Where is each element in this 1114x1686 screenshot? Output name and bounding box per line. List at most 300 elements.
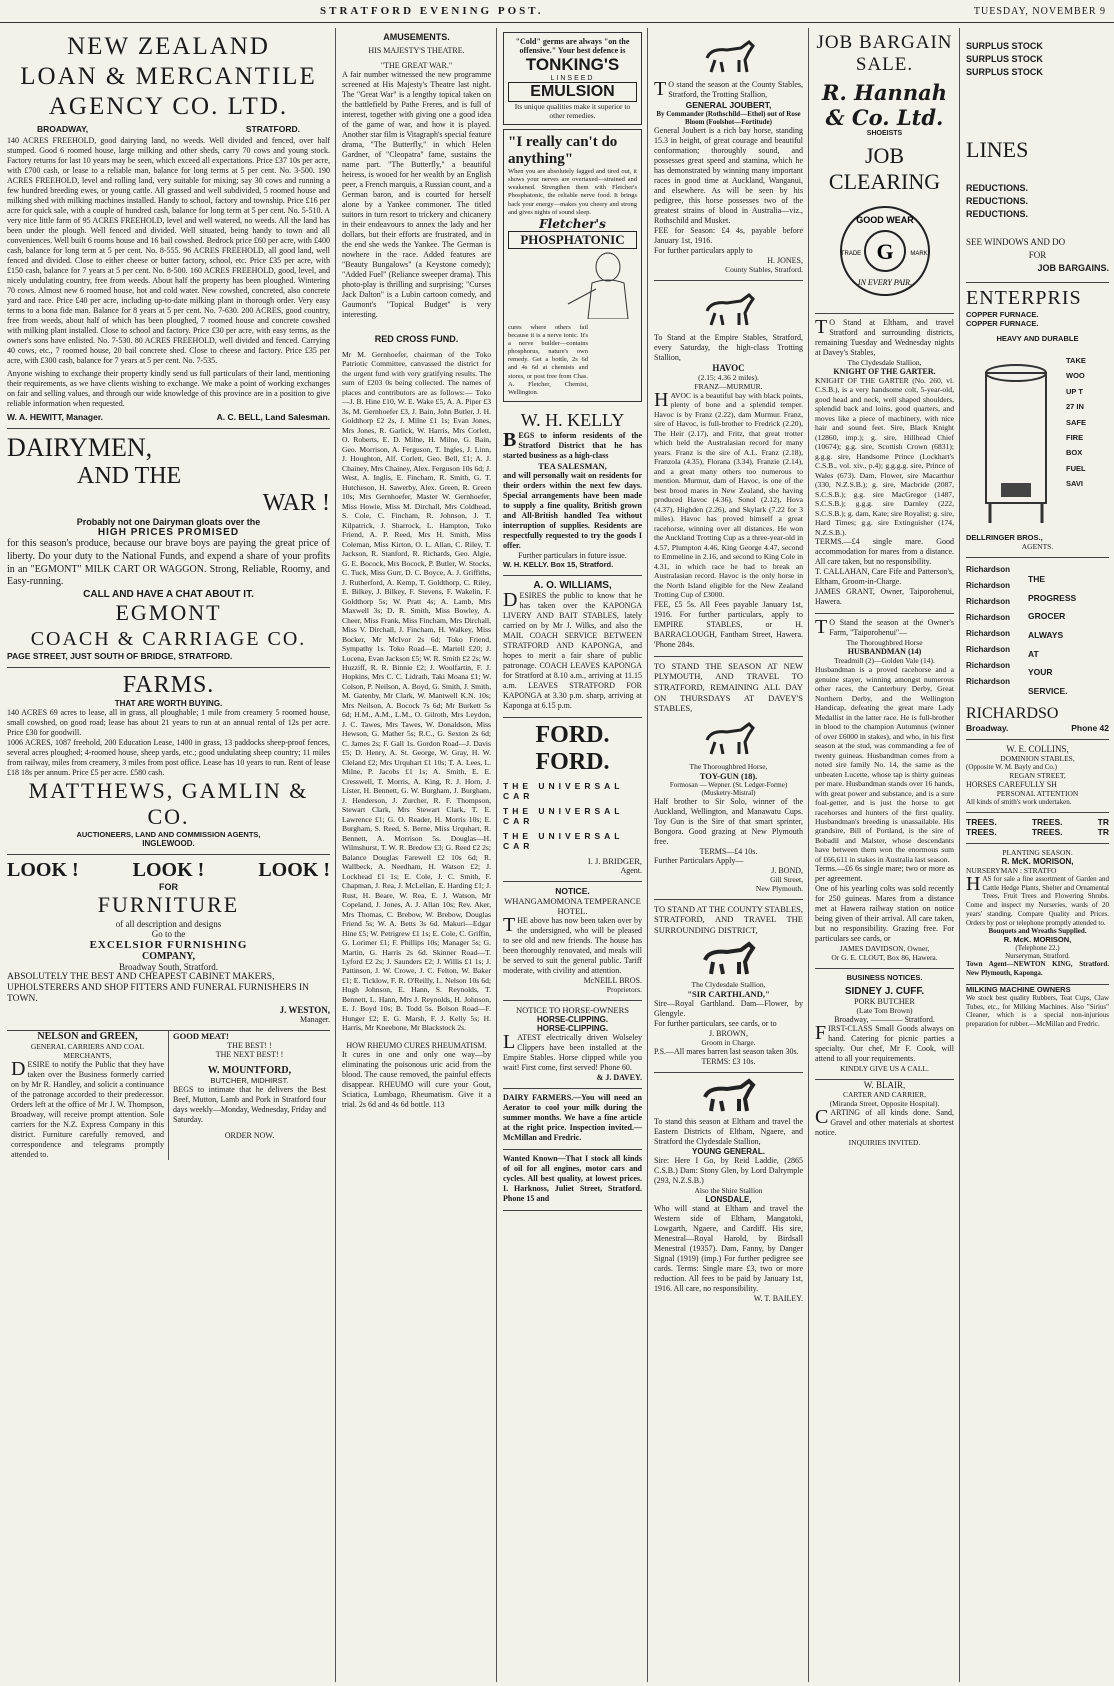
seal-mid: G [876, 239, 894, 264]
aerator-ad [503, 1089, 642, 1150]
williams-body: DESIRES the public to know that he has taken over the KAPONGA LIVERY AND BAIT STABLES, lately carried on by Mr J. Wilks, and also the MAIL COACH SERVICE BETWEEN STRATFORD AND KAPONGA, and hopes to merit a fair share of public patronage. COACH LEAVES KAPONGA for Stratford at 8.10 a.m., arriving at 11.15 a.m. LEAVES STRATFORD FOR KAPONGA at 3.30 p.m. sharp, arriving at Kaponga at 6.15 p.m. [503, 588, 642, 710]
joubert-ad [654, 28, 803, 281]
husbandman-sig: JAMES DAVIDSON, Owner, [839, 944, 930, 954]
meat-next: THE NEXT BEST! ! [215, 1049, 284, 1059]
williams-ad [503, 576, 642, 718]
toygun-signature: J. BOND, [771, 865, 803, 875]
richardson-body [966, 562, 1109, 701]
tonking-name-2: EMULSION [508, 82, 637, 102]
ford-1: FORD. [535, 721, 610, 748]
morison-name: R. McK. MORISON, [1001, 856, 1074, 866]
good-wear-seal [815, 201, 955, 301]
dairymen-title-2: AND THE [77, 463, 182, 489]
redcross-body: Mr M. Gernhoefer, chairman of the Toko Patriotic Committee, canvassed the district for the urgent fund with very gratifying results. The sum of £203 0s being collected. The names of places and contributors are as follows:— Toko—J. B. Hine £10, W. E. Wake £5, A. A. Piper £3 3s, M. Gernhoefer £3, J. Bain, John Butler, J. H. Goldthorp £2 2s, J. Milne £1 1s; Evan Jones, Mrs Jones, R. Garlick, W. Harris, Mrs Corlett, O. Roberts, E. D. Milne, H. Milne, G. Bain, Geo. Morrison, A. Ferguson, T. Ingles, J. Linn, J. Houghton, Alf. Corlett, Geo. Bell, £1; A. J. Chainey, Mrs Chainey, Alex. Ferguson 10s 6d; J. West, A. Inglis, E. Fincham, R. Smith, G. T. Hutcheson, H. Sawerby, Alex. Green, R. Green 10s; Mrs Gernhoefer, Master W. Gernhoefer, Miss Howie, Miss M. Dirchall, Mrs Coldhead, S. Cole, C. Fincham, R. Johnson, J. T. Kilpatrick, J. Sharrock, L. Hampton, Toko Friend, A. P. Reed, Mrs H. Smith, Miss Coleman, Miss Kirton, O. L. Allan, C. Riley, T. Jackson, R. Stanford, R. Richards, Geo. Algie, G. E. Bocock, Mrs Bocock, P. Butler, W. Stocks, C. Tuck, Miss Gurr, D. C. Boyce, A. J. Griffiths, J. Rutherford, A. Kemp, T. Goldthorp, C. Riley, E. Bilkey, J. Bilkey, F. Stevens, F. Wakelin, F. Goldthorp 5s; W. Pratt 4s; A. Lamb, Mrs Maxwell 3s; D. R. Smith, Miss Bowley, A. Cheer, Miss Frank, Miss Fincham, Mrs Dirchall, Miss V. Dirchall, J. Fincham, H. Walkey, Miss Bocker, Mr McIvor 2s 6d; Toko Friend, Sympathy 1s. Toko Road—E. Martell £20; J. Lucena, Evan Jackson £5; W. R. Smith £2 2s; W. Huzziff, R. R. Binnie £2; J. Woolfartin, F. J. Hopkins, Mrs C. C. Lidrath, Taki Moana £1; W. Colson, P. Neilson, A. Boyd, G. Smith, J. Smith, M. Gatenby, Mr Clark, W. Mantwell K.N. 10s; Mrs Neilson, A. Bocock 7s 6d; Mr Burkett 5s 6d; H.M., A.M., L.M., O. Gilroth, Mrs Leydon, J. C. Tawes, Mrs Tawes, W. Donaldson, Miss Hewson, G. Mather 5s; R.C., G. Sexton 2s 6d; C. James 2s; F. Gall 1s. Gordon Road—J. Davis £5; D. Henry, A. St. George, W. Gray, H. W. Cleland £2; Mrs Urquhart £1 10s; T. A. Lees, L. Milne, P. Jacobs £1 1s; A. Smith, E. E. Cresswell, T. Morris, A. King, R. J. Horn, J. Lister, H. Bennett, G. W. Burgham, J. Burgham, J. Henderson, J. Zurcher, R. F. Thompson, Stewart Clark, Mrs Stewart Clark, T. E. Lawrence £1; G. O. Reader, H. Morris 10s; E. Burgham, S. Reed, S. Berne, Miss Urquhart, R. Bennett, A. Morrison 5s. Douglas—H. Wilmshurst, T. W. R. Bredow £3; G. Reed £2 2s; Balance Douglas Farewell £2 10s 6d; R. Wallbeck, A. Needham, H. Watson £2; J. Lockhead £1 1s; E. Cole, J. C. Smith, F. Chapman, J. Rea, J. McLellan, E. Harding £1; J. Rust, H. Beare, W. Rea, E. J. Watson, Mr Copeland, J. Jones, A. J. Allan 10s; Rev. Aker, Mrs Thomas, C. Brebow, W. Brebow, Douglas Friend 5s; W. A. Betts 3s 6d. Makuri—Edgar Hine £5; W. Petrigrew £1 1s; E. Cole, C. Griffin, G. Lorimer £1; F. Phillips 10s; Manager 5s; G. Martin, G. Harris 2s 6d. Skinner Road—T. Lyford £2 2s; J. Saunders £2; J. Willis £1 1s; J. Pattinson, J. W. Crowe, J. C. Felton, W. Baker £1; E. Ticklow, F. R. O'Reilly, L. Nelson 10s 6d; Hugh Johnson, E. Hann, S. Reynolds, T. Bennett, L. Hann, Mrs J. Reynolds, H. Johnson, E. J. Boyd 10s; B. Todd 5s. Bolson Road—F. Hunger £2; E. G. Marsh, F. J. Kelly 5s; H. Harris, Mr Kneebone, Mr Blackstock 2s. [342, 350, 491, 1033]
havoc-pedigree: FRANZ—MURMUR. [694, 382, 763, 391]
enterprise-w3: UP T [1066, 386, 1083, 396]
aerator-body: DAIRY FARMERS.—You will need an Aerator to cool your milk during the summer months. We have a fine article at the right price. Inspection invited.—McMillan and Fredric. [503, 1092, 642, 1142]
blair-body: CARTING of all kinds done. Sand, Gravel and other materials at shortest notice. [815, 1106, 954, 1138]
garter-sub: The Clydesdale Stallion, [847, 358, 922, 367]
general-also: Also the Shire Stallion [694, 1185, 763, 1195]
column-3 [498, 28, 648, 1682]
garter-terms: TERMS.—£4 single mare. Good accommodation for mares from a distance. All care taken, but no responsibility. [815, 537, 954, 567]
husbandman-sig-2: Or G. E. CLOUT, Box 86, Hawera. [831, 953, 938, 963]
richardson-word: PROGRESS [1028, 592, 1077, 603]
seal-bottom: IN EVERY PAIR. [857, 278, 913, 287]
notice-signature: McNEILL BROS. [583, 975, 642, 985]
garter-name: KNIGHT OF THE GARTER. [833, 367, 936, 376]
richardson-name: Richardson [966, 565, 1011, 574]
dairymen-call: CALL AND HAVE A CHAT ABOUT IT. [83, 589, 254, 601]
nelson-ad [7, 1031, 169, 1160]
ford-2: FORD. [535, 748, 610, 775]
furniture-manager-role: Manager. [300, 1014, 330, 1024]
williams-name: A. O. WILLIAMS, [533, 579, 612, 591]
furniture-claim: ABSOLUTELY THE BEST AND CHEAPEST CABINET MAKERS, UPHOLSTERERS AND SHOP FITTERS AND FUNERAL FURNISHERS IN TOWN. [7, 971, 310, 1004]
richardson-name: Richardson [966, 661, 1011, 670]
trees-6: TR [1097, 826, 1109, 837]
nz-signatures [7, 412, 330, 422]
theatre-review: A fair number witnessed the new programme screened at His Majesty's Theatre last night. The "Great War" is a lengthy topical taken on the battlefield by Pathe Freres, and is full of interest, together with giving one a good idea of the game of war, and how it is played. Another star film is Vitagraph's special feature drama, "The Butterfly," in which Helen Gardner, of "Cleopatra" fame, sustains the name part. "The Butterfly," a beautiful heiress, is wooed for her wealth by an English peer, a French marquis, a Russian count, and a German baron, and is courted for herself alone by a Yankee commoner. The titled suitors in turn resort to trickery and chicanery in their endeavours to annex the lady and her dollars, but their efforts are frustrated, and in the end she weds the Yankee. The German is nowhere in the race. Added features are "Beauty Bungalows" (a Keystone comedy); "Added Fuel" (Reliance sweeper drama). This photo-play is thrilling and surprising; "Curses Jack Dalton" is a Lubin cartoon comedy, and Gaumont's "Topical Budget" is very interesting. [342, 70, 491, 319]
meat-trade: BUTCHER, MIDHIRST. [210, 1075, 289, 1085]
carthland-head: TO STAND AT THE COUNTY STABLES, STRATFORD, AND TRAVEL THE SURROUNDING DISTRICT, [654, 903, 803, 936]
tonking-bottom: Its unique qualities make it superior to other remedies. [514, 102, 631, 120]
job-title-1: JOB BARGAIN [816, 32, 953, 53]
meat-order: ORDER NOW. [224, 1130, 275, 1140]
trees-4: TREES. [1031, 826, 1063, 837]
garter-sig-1: T. CALLAHAN, Care Fife and Patterson's, Eltham, Groom-in-Charge. [815, 567, 954, 587]
collins-attention: PERSONAL ATTENTION [996, 788, 1079, 798]
garter-body: KNIGHT OF THE GARTER (No. 260, vl. C.S.B.), is a very handsome colt, 5-year-old, good head and neck, well shaped shoulders, splendid back and loins, good quarters, and moves like a piece of machinery, with nice hair and sound feet. Sire, Black Knight (12860, imp.); g. sire, Hillhead Chief (10674); g.g. sire, Scottish Crown (6831); g.g.g. sire, Handsome Prince (Lockhart's C.S.B., vol. xiv., p.4); g.g.g.g. sire, Prince of Wales (673). Dam, Flower, sire Macarthur (330, N.Z.S.B.); g. sire, Macbride (2087, S.C.S.B.); g.g. sire MacGregor (1487, S.C.S.B.); g.g.g. sire Darnley (222, S.C.S.B.); g. dam, Kate; sire Royalist; g. sire, Hard Times; g.g. sire Extinguisher (174, N.Z.S.B.). [815, 376, 954, 537]
carthland-role: Groom in Charge. [701, 1037, 756, 1047]
enterprise-w5: SAFE [1066, 417, 1087, 427]
clip-sub-1: HORSE-CLIPPING. [536, 1014, 609, 1024]
tonking-sub: LINSEED [550, 75, 595, 82]
column-6 [961, 28, 1114, 1682]
furniture-address: Broadway South, Stratford. [119, 961, 218, 972]
column-5 [810, 28, 960, 1682]
husbandman-intro: TO Stand the season at the Owner's Farm, "Taiporohenui"— [815, 616, 954, 639]
lines-title: LINES [966, 137, 1029, 162]
furniture-shop: EXCELSIOR FURNISHING [89, 938, 248, 951]
draught-horse-icon [699, 1077, 759, 1113]
whangamomona-ad [503, 882, 642, 1001]
furniture-ad [7, 855, 330, 1030]
meat-best: THE BEST! ! [227, 1040, 272, 1050]
surplus-1: SURPLUS STOCK [966, 41, 1043, 51]
havoc-stats: (2.15; 4.36 2 miles). [698, 373, 759, 382]
carthland-terms: TERMS: £3 10s. [701, 1056, 756, 1066]
joubert-further: For further particulars apply to [654, 246, 753, 255]
collins-ad [966, 740, 1109, 813]
matthews-place: INGLEWOOD. [142, 839, 195, 849]
joubert-signature: H. JONES, [767, 256, 803, 265]
richardson-name: Richardson [966, 597, 1011, 606]
enterprise-body [966, 343, 1109, 533]
milking-title: MILKING MACHINE OWNERS [966, 984, 1071, 994]
general-head: To stand this season at Eltham and travel the Eastern Districts of Eltham, Ngaere, and Stratford the Clydesdale Stallion, [654, 1116, 803, 1146]
husbandman-sub: The Thoroughbred Horse [846, 638, 923, 648]
enterprise-w7: BOX [1066, 448, 1083, 458]
farms-ad [7, 668, 330, 856]
column-2 [337, 28, 497, 1682]
morison-body: HAS for sale a fine assortment of Garden and Cattle Hedge Plants, Shelter and Ornamental Trees, Fruit Trees and Flowering Shrubs. Come and inspect my Nurseries, wards of 20 years' standing. Compare Quality and Prices. Orders by post or telephone promptly attended to. [966, 872, 1109, 927]
carthland-sub: The Clydesdale Stallion, [691, 979, 766, 989]
wanted-ad [503, 1150, 642, 1211]
garter-sig-2: JAMES GRANT, Owner, Taiporohenui, Hawera. [815, 587, 954, 607]
joubert-fee: FEE for Season: £4 4s, payable before January 1st, 1916. [654, 226, 803, 245]
kelly-body-2: and will personally wait on residents for their orders within the next few days. Special arrangements have been made to supply a fine quality, British grown and All-British handled Tea without interruption of supplies. Residents are respectfully requested to try the goods I offer. [503, 470, 642, 550]
toygun-head: TO STAND THE SEASON AT NEW PLYMOUTH, AND TRAVEL TO STRATFORD, REMAINING ALL DAY ON THURSDAYS AT DAVEY'S STABLES, [654, 660, 803, 714]
trees-5: TR [1097, 816, 1109, 827]
general-name-2: LONSDALE, [705, 1194, 752, 1204]
nz-right: STRATFORD. [245, 124, 300, 134]
farms-body-1: 140 ACRES 69 acres to lease, all in grass, all ploughable; 1 mile from creamery 5 roomed house, small cowshed, on good road; lease has about 21 years to run at an annual rental of 12s per acre. Price £30 for goodwill. [7, 707, 330, 737]
nelson-sub: GENERAL CARRIERS AND COAL MERCHANTS, [30, 1041, 145, 1060]
carthland-note: P.S.—All mares barren last season taken 30s. [654, 1046, 799, 1056]
surplus-2: SURPLUS STOCK [966, 54, 1043, 64]
surplus-stock [966, 28, 1109, 283]
phosphatonic-footer: cures where others fail because it is a nerve tonic. It's a nerve builder—contains phosphorus, nature's own remedy. Get a bottle, 2s 6d and 4s 6d at chemists and stores, or post free from Chas. A. Fletcher, Chemist, Wellington. [508, 323, 588, 396]
morison-place: Nurseryman, Stratford. [1005, 952, 1070, 961]
richardson-word: AT [1028, 648, 1039, 659]
cuff-call: KINDLY GIVE US A CALL. [840, 1064, 929, 1074]
cuff-ad [815, 969, 954, 1080]
kelly-further: Further particulars in future issue. [518, 550, 627, 560]
dairymen-line-2: HIGH PRICES PROMISED [97, 527, 240, 538]
clearing-word: CLEARING [828, 169, 941, 194]
furniture-title: FURNITURE [97, 892, 240, 918]
enterprise-words [1066, 343, 1086, 533]
phosphatonic-brand: Fletcher's [539, 216, 606, 231]
horse-icon [699, 718, 759, 758]
enterprise-title: ENTERPRIS [966, 287, 1082, 309]
phosphatonic-name: PHOSPHATONIC [508, 231, 637, 249]
toygun-pedigree: Formosan — Wepner. (St. Ledger-Forme) (Musketry-Mistral) [669, 780, 788, 797]
nz-title-2: LOAN & MERCANTILE [20, 63, 317, 90]
trees-row-1 [966, 817, 1109, 827]
richardson-phone: Phone 42 [1071, 722, 1109, 733]
carthland-pedigree: Sire—Royal Garthland. Dam—Flower, by Glengyle. [654, 998, 803, 1018]
ford-agent: I. J. BRIDGER, [587, 855, 642, 866]
carthland-ad [654, 900, 803, 1073]
morison-ad [966, 844, 1109, 985]
blair-address: (Miranda Street, Opposite Hospital). [829, 1099, 940, 1109]
look-1: LOOK ! [7, 859, 79, 882]
rheumo-title: HOW RHEUMO CURES RHEUMATISM. [346, 1040, 487, 1050]
collins-note: (Opposite W. M. Bayly and Co.) [966, 762, 1057, 771]
seal-top: GOOD WEAR [856, 215, 914, 225]
farms-title: FARMS. [122, 671, 215, 698]
dairymen-body: for this season's produce, because our brave boys are paying the great price of liberty. Do your duty to the National Funds, and expend a share of your profits in an "EGMONT" MILK CART OR WAGGON. Strong, Reliable, Roomy, and Easy-running. [7, 538, 330, 588]
havoc-ad [654, 281, 803, 657]
dairymen-line-1: Probably not one Dairyman gloats over the [76, 517, 261, 527]
furniture-manager: J. WESTON, [279, 1004, 330, 1015]
clip-sub-2: HORSE-CLIPPING. [536, 1023, 609, 1033]
havoc-intro: To Stand at the Empire Stables, Stratford, every Saturday, the high-class Trotting Stallion, [654, 333, 803, 362]
ford-role: Agent. [620, 865, 642, 875]
reductions-1: REDUCTIONS. [966, 183, 1029, 193]
job-sale-ad [815, 28, 954, 314]
universal-1: THE UNIVERSAL CAR [503, 780, 624, 801]
collins-street: REGAN STREET, [1009, 770, 1066, 780]
collins-horses: HORSES CAREFULLY SH [966, 779, 1057, 789]
joubert-name: GENERAL JOUBERT, [685, 100, 772, 110]
ford-ad [503, 718, 642, 882]
carthland-signature: J. BROWN, [709, 1028, 748, 1038]
redcross-heading: RED CROSS FUND. [374, 334, 459, 344]
richardson-word: SERVICE. [1028, 686, 1068, 697]
dellringer-name: DELLRINGER BROS., [966, 533, 1043, 542]
blair-ad [815, 1080, 954, 1147]
toygun-name: TOY-GUN (18). [699, 770, 758, 781]
richardson-names [966, 562, 1028, 701]
kelly-name: W. H. KELLY [520, 409, 625, 430]
trees-row-2 [966, 827, 1109, 837]
clip-title: NOTICE TO HORSE-OWNERS [515, 1004, 630, 1015]
richardson-word: ALWAYS [1028, 630, 1064, 641]
nelson-body: DESIRE to notify the Public that they have taken over the Business formerly carried on by Mr R. Handley, and solicit a continuance of the patronage accorded to their predecessor. Orders left at the office of Mr J. W. Thompson, Broadway, will receive prompt attention. Sole carriers for the N.Z. Express Company in this district. Furniture carefully removed, and correspondence and telegrams promptly attended to. [11, 1057, 164, 1159]
general-body: Who will stand at Eltham and travel the Western side of Eltham, Mangatoki, Lowgarth, Ngaere, and Cardiff. His sire, Menestral—Royal Harold, by Birdsall Menestral (19357). Dam, Fanny, by Danger Signal (1919) (imp.) For further pedigree see cards. Terms: Single mare £3, two or more reduction. All fees to be paid by January 1st, 1916. All care, no responsibility. [654, 1203, 803, 1293]
nz-title-1: NEW ZEALAND [67, 33, 270, 60]
husbandman-pedigree: Treadmill (2)—Golden Vale (14). [834, 656, 935, 666]
phosphatonic-ad [503, 129, 642, 402]
notice-title: NOTICE. [555, 885, 590, 896]
seal-left: TRADE [840, 251, 862, 257]
look-3: LOOK ! [258, 859, 330, 882]
blair-name: W. BLAIR, [863, 1080, 906, 1091]
collins-stables: DOMINION STABLES, [1000, 753, 1075, 763]
morison-tel: (Telephone 22.) [1015, 944, 1060, 953]
draught-horse-icon [699, 940, 759, 976]
reductions-2: REDUCTIONS. [966, 196, 1029, 206]
look-2: LOOK ! [132, 859, 205, 882]
general-signature: W. T. BAILEY. [753, 1293, 803, 1303]
enterprise-w8: FUEL [1066, 463, 1086, 473]
egmont-name-1: EGMONT [115, 600, 222, 626]
clip-signature: & J. DAVEY. [596, 1072, 642, 1082]
blair-trade: CARTER AND CARRIER, [842, 1090, 927, 1100]
joubert-place: County Stables, Stratford. [725, 265, 803, 274]
morison-role: NURSERYMAN : STRATFO [966, 865, 1057, 875]
richardson-word: GROCER [1028, 611, 1066, 622]
dairymen-title-1: DAIRYMEN, [7, 433, 153, 462]
copper-furnace-illustration [966, 343, 1066, 533]
surplus-3: SURPLUS STOCK [966, 67, 1043, 77]
egmont-address: PAGE STREET, JUST SOUTH OF BRIDGE, STRATFORD. [7, 650, 233, 661]
phosphatonic-head: "I really can't do anything" [508, 134, 618, 167]
toygun-terms: TERMS—£4 10s. [699, 846, 758, 856]
collins-name: W. E. COLLINS, [1006, 743, 1069, 754]
richardson-words [1028, 562, 1076, 701]
havoc-fee: FEE, £5 5s. All Fees payable January 1st, 1916. For further particulars, apply to EMPIRE STABLES, or H. BARRACLOUGH, Fantham Street, Hawera. 'Phone 284s. [654, 599, 803, 649]
amusements-heading: AMUSEMENTS. [383, 32, 450, 42]
nz-loan-ad [7, 28, 330, 429]
general-name: YOUNG GENERAL. [692, 1146, 765, 1156]
enterprise-ad [966, 283, 1109, 558]
cuff-address: Broadway, ———— Stratford. [834, 1015, 935, 1025]
toygun-body: Half brother to Sir Solo, winner of the Auckland, Wellington, and Manawatu Cups. Toy Gun is the Sire of that smart sprinter, Bongora. Good grazing at New Plymouth free. [654, 796, 803, 846]
enterprise-sub-1: COPPER FURNACE. [966, 310, 1039, 319]
cuff-name: SIDNEY J. CUFF. [844, 986, 925, 998]
richardson-name: Richardson [966, 629, 1011, 638]
garter-ad [815, 314, 954, 614]
joubert-body: General Joubert is a rich bay horse, standing 15.3 in height, of great courage and beautiful conformation; thoroughly sound, and possesses great speed and stamina, which he has demonstrated by winning many important races in good time at Auckland, Wanganui, and elsewhere. As will be seen by his pedigree, this horse possesses two of the greatest strains of blood in Australia—viz., Rothschild and Musket. [654, 126, 803, 225]
husbandman-terms: Terms.—£6 6s single mare; two or more as per agreement. [815, 864, 954, 884]
job-title-2: SALE. [855, 54, 914, 75]
trees-2: TREES. [1031, 816, 1063, 827]
richardson-name: Richardson [966, 677, 1011, 686]
meat-name: W. MOUNTFORD, [207, 1064, 292, 1076]
carthland-further: For further particulars, see cards, or to [654, 1018, 777, 1028]
cuff-trade: PORK BUTCHER [854, 997, 915, 1007]
toygun-further: Further Particulars Apply— [654, 855, 744, 865]
kelly-body: BEGS to inform residents of the Stratford District that he has started business as a high-class [503, 428, 642, 460]
seal-right: MARK [910, 251, 928, 257]
notice-role: Proprietors. [606, 984, 642, 994]
phosphatonic-body: When you are absolutely fagged and tired out, it shows your nerves are overtaxed—strained and weakened. Strengthen them with Fletcher's Phosphatonic, the reliable nerve food. It brings back your energy—makes you cheery and strong and gives nights of sound sleep. [508, 168, 637, 216]
richardson-word: THE [1028, 574, 1045, 584]
toygun-ad [654, 657, 803, 900]
richardson-big: RICHARDSO [966, 704, 1059, 722]
havoc-body: HAVOC is a beautiful bay with black points, plenty of bone and a splendid temper. Havoc is by Franz (2.22), dam Murmur. Franz, sire of Havoc, is full-brother to Fredrick (2.20), The Heir (2.17), and Fritz, that great trotter which held the Australasian record for many years. Franz is the sire of A.L. Franz (2.18), Franzola (4.35), Florana (3.34), Franzie (2.14), and a great many others too numerous to mention. Murmur, dam of Havoc, is one of the best brood mares in New Zealand, she having produced Havoc (4.36), Sonol (2.12), Hova (4.37), Highden (2.26), and Skylark (7.22 for 3 miles). Havoc has proved himself a great racehorse, winning over all distances. He won the Auckland Trotting Cup as a three-year-old in 4.57, Plumpton 4.46, King George 4.47, second to Emmeline in 2.16, and second to King Cole in 4.31, in which race he had to break an Australasian record. Havoc is the only horse in the North Island eligible for the New Zealand Trotting Cup of £3000. [654, 389, 803, 600]
husbandman-ad [815, 614, 954, 969]
nelson-title: NELSON and GREEN, [37, 1030, 138, 1042]
richardson-name: Richardson [966, 613, 1011, 622]
kelly-signature: W. H. KELLY. Box 15, Stratford. [503, 559, 614, 569]
hannah-brand: R. Hannah & Co. Ltd. [822, 80, 947, 130]
enterprise-w1: TAKE [1066, 356, 1086, 365]
wanted-body: Wanted Known—That I stock all kinds of oil for all engines, motor cars and cycles. All best quality, at lowest prices. I. Harknoss, Juliet Street, Stratford. Phone 15 and [503, 1153, 642, 1203]
havoc-name: HAVOC [712, 363, 745, 373]
dairymen-title-3: WAR ! [262, 490, 330, 516]
collins-kinds: All kinds of smith's work undertaken. [966, 797, 1072, 806]
enterprise-w4: 27 IN [1066, 402, 1084, 412]
morison-season: PLANTING SEASON. [1002, 847, 1073, 857]
matthews-name: MATTHEWS, GAMLIN & CO. [28, 777, 309, 829]
blair-inquiries: INQUIRIES INVITED. [848, 1138, 921, 1148]
enterprise-w2: WOO [1066, 371, 1085, 381]
meat-head: GOOD MEAT! [173, 1030, 229, 1041]
trotting-horse-icon [699, 36, 759, 76]
kelly-ad [503, 406, 642, 576]
reductions-3: REDUCTIONS. [966, 209, 1029, 219]
tonking-name: TONKING'S [525, 55, 620, 74]
universal-3: THE UNIVERSAL CAR [503, 830, 624, 851]
bottom-split [7, 1031, 330, 1160]
masthead [0, 0, 1114, 23]
joubert-intro: TO stand the season at the County Stables, Stratford, the Trotting Stallion, [654, 78, 803, 100]
trees-1: TREES. [966, 816, 997, 827]
windows-3: JOB BARGAINS. [1037, 263, 1109, 273]
phosphatonic-illustration [508, 249, 646, 319]
furniture-line-2: Go to the [151, 928, 186, 939]
milking-body: We stock best quality Rubbers, Teat Cups, Claw Tubes, etc., for Milking Machines. Also "Sirius" Cleaner, which is a special non-injurious preparation for rubber.—McMillan and Fredric. [966, 993, 1109, 1029]
farms-body-2: 1006 ACRES, 1087 freehold, 200 Education Lease, 1400 in grass, 13 paddocks sheep-proof fences, several acres ploughed; 4-roomed house, sheep yards, etc.; good undulating sheep country; 11 miles from railway, miles from creamery, 3 miles from post office. Lease has 10 years to run. Rent of lease £18 18s per annum. Price £5 per acre. £580 cash. [7, 737, 330, 777]
furniture-shop-2: COMPANY, [141, 950, 196, 962]
trotting-horse-icon [699, 289, 759, 329]
universal-2: THE UNIVERSAL CAR [503, 805, 624, 826]
nz-manager: W. A. HEWITT, Manager. [7, 412, 104, 422]
garter-intro: TO Stand at Eltham, and travel Stratford and surrounding districts, remaining Tuesday and Wednesday nights at Davey's Stables, [815, 316, 954, 357]
morison-name-2: R. McK. MORISON, [1003, 935, 1072, 945]
general-ad [654, 1077, 803, 1303]
morison-agent: Town Agent—NEWTON KING, Stratford. New Plymouth, Kaponga. [966, 960, 1109, 978]
joubert-pedigree: By Commander (Rothschild—Ethel) out of Rose Bloom (Foolshot—Fortitude) [656, 110, 801, 126]
notice-hotel: WHANGAMOMONA TEMPERANCE HOTEL. [504, 895, 641, 916]
dairymen-ad [7, 429, 330, 668]
column-4 [649, 28, 809, 1682]
kelly-role: TEA SALESMAN, [538, 460, 607, 471]
furniture-for: FOR [159, 882, 178, 893]
windows-2: FOR [1028, 250, 1047, 260]
meat-body: BEGS to intimate that he delivers the Best Beef, Mutton, Lamb and Pork in Stratford four days weekly—Monday, Wednesday, Friday and Saturday. [173, 1084, 326, 1124]
enterprise-sub-2: COPPER FURNACE. [966, 319, 1039, 328]
film-title: "THE GREAT WAR." [380, 61, 453, 70]
issue-date: TUESDAY, NOVEMBER 9 [973, 5, 1106, 17]
publication-name: STRATFORD EVENING POST. [320, 5, 544, 17]
clip-body: LATEST electrically driven Wolseley Clippers have been installed at the Empire Stables. Horse clipped while you wait! First come, first served! Phone 60. [503, 1030, 642, 1072]
richardson-word: YOUR [1028, 667, 1053, 678]
carthland-name: "SIR CARTHLAND," [687, 988, 770, 999]
milking-ad [966, 985, 1109, 1029]
nz-title-3: AGENCY CO. LTD. [48, 93, 289, 120]
toygun-place: New Plymouth. [755, 883, 803, 893]
trees-ad [966, 813, 1109, 844]
cuff-body: FIRST-CLASS Small Goods always on hand. Catering for picnic parties a specialty. Our chef, Mr F. Cook, will attend to all your requirements. [815, 1022, 954, 1064]
notice-body: THE above has now been taken over by the undersigned, who will be pleased to see old and new friends. The house has been thoroughly renovated, and meals will be served to suit the general public. Tariff moderate, with civility and attention. [503, 913, 642, 975]
richardson-name: Richardson [966, 645, 1011, 654]
tonking-ad [503, 32, 642, 125]
morison-bouquets: Bouquets and Wreaths Supplied. [988, 927, 1087, 936]
toygun-sub: The Thoroughbred Horse, [689, 761, 768, 771]
column-1 [2, 28, 336, 1682]
nz-listings: 140 ACRES FREEHOLD, good dairying land, no weeds. Well divided and fenced, over half stumped. Good 6 roomed house, large milking and other sheds, carry 70 cows and young stock. Factory returns for last 10 years may be seen, which exceed all expectations. Price £37 10s per acre, with £700 cash, or lease to a reliable man, balance for long terms at 5 per cent. No. 3-500. 190 ACRES FREEHOLD, level and rolling land, very suitable for mixing; say 30 cows and running a few hundred breeding ewes, or young cattle. All grassed and well subdivided, 5 roomed house and milking shed with milking machines installed. Handy to school, factory and township. Price £16 per acre for quick sale, with a couple of hundred cash, balance for long term at 5 per cent. No. 5-510. A very nice little farm of 95 ACRES FREEHOLD, level and well watered, no weeds. All the land has been under the plough. Well fenced and divided. Well situated, being handy to town and all conveniences. Well built 6 rooms house and 16 bail cowshed. Bedrock price £60 per acre, with £400 cash, balance for long term at 5 per cent. No. 8-555. 96 ACRES FREEHOLD, all good land, well fenced and divided. Close to either cheese or butter factory, school, etc. Price £35 per acre, with £150 cash, balance for 7 years at 5 per cent. No. 8-500. 160 ACRES FREEHOLD, good, level, and nicely undulating country, free from weeds. About half the property has been ploughed. Wintering 70 cows. Almost new 6 roomed house, hot and cold water. New cowshed, concreted, also concrete yard and race. Price £40 per acre, including up-to-date milking plant in thorough order. Very easy terms to a bona fide man. Balance for 8 years at 5 per cent. No. 7-630. 200 ACRES, good country, free from weeds, about half of which has been ploughed, 7 roomed house and concrete cowshed with milking plant installed. Close to school and factory. Price £30 per acre, with easy terms, as the owner's sons have enlisted. No. 7-530. 80 ACRES FREEHOLD, well divided and fenced. Carrying 40 cows, etc., 7 roomed house, 20 bail concrete shed. Close to cheese and factory. Price £35 per acre, with £300 cash, balance for 7 years at 5 per cent. No. 7-535. [7, 136, 330, 365]
cuff-late: (Late Tom Brown) [856, 1006, 913, 1016]
husbandman-name: HUSBANDMAN (14) [847, 647, 922, 657]
clipping-ad [503, 1001, 642, 1089]
dellringer-role: AGENTS. [1021, 542, 1054, 551]
richardson-ad [966, 558, 1109, 740]
enterprise-w6: FIRE [1066, 432, 1084, 442]
farms-sub: THAT ARE WORTH BUYING. [114, 698, 223, 708]
egmont-name-2: COACH & CARRIAGE CO. [30, 627, 307, 650]
toygun-address: Gill Street, [770, 874, 803, 884]
furniture-line-1: of all description and designs [115, 918, 222, 929]
hannah-sub: SHOEISTS [866, 130, 903, 137]
husbandman-note: One of his yearling colts was sold recently for 250 guineas. Mares from a distance met at Hawera railway station on notice being given of their arrival. All care taken, but no responsibility. Grazing free. For particulars see cards, or [815, 884, 954, 944]
theatre-name: HIS MAJESTY'S THEATRE. [368, 46, 465, 55]
richardson-name: Richardson [966, 581, 1011, 590]
nz-left: BROADWAY, [37, 124, 89, 134]
nz-footer: Anyone wishing to exchange their property kindly send us full particulars of their land, mentioning their requirements, as we have clients wishing to exchange. We make a point of working exchanges on fair and selling values, and through our wide knowledge of this province are in a position to give reliable information when requested. [7, 369, 330, 408]
rheumo-body: It cures in one and only one way—by eliminating the poisonous uric acid from the blood. The cause removed, the painful effects disappear. RHEUMO will cure your Gout, Sciatica, Lumbago, Rheumatism. Give it a trial. 2s 6d and 4s 6d bottle. 113 [342, 1049, 491, 1109]
matthews-sub: AUCTIONEERS, LAND AND COMMISSION AGENTS, [76, 830, 261, 840]
enterprise-w9: SAVI [1066, 479, 1083, 488]
general-pedigree: Sire: Here I Go, by Reid Laddie, (2865 C.S.B.) Dam: Stony Glen, by Lord Dalrymple (293, N.Z.S.B.) [654, 1155, 803, 1185]
business-title: BUSINESS NOTICES. [846, 973, 923, 983]
husbandman-body: Husbandman is a proved racehorse and a genuine stayer, winning amongst numerous other races, the Canterbury Derby, Great Northern Derby, and the Wellington Handicap, defeating the great mare Lady Medallist in the latter race. He is full-brother in blood to the champion Autumnus (winner of over £6000 in stakes), and who, in his first season at the stud, was commanding a fee of twenty guineas. Husbandman comes from a noted sire family No. 14, the same as the unbeaten Lucette, whose tap is thirty guineas per mare. Husbandman stands over 16 hands, with great power and substance, and is a sure foal-getter, and is just the horse to get racehorses and hunters of the first quality. Husbandman's breeding is unassailable. His grandsire, Bill of Portland, is the sire of Bobadil and Malster, whose descendants have between them won the enormous sum of £66,611 in stakes in Australia last season. [815, 665, 954, 864]
richardson-contact [966, 723, 1109, 733]
tonking-top: "Cold" germs are always "on the offensive." Your best defence is [515, 37, 630, 55]
job-word: JOB [864, 143, 905, 168]
nz-location [7, 122, 330, 136]
nz-salesman: A. C. BELL, Land Salesman. [216, 412, 330, 422]
enterprise-sub-3: HEAVY AND DURABLE [996, 334, 1079, 343]
meat-ad [169, 1031, 330, 1160]
windows-1: SEE WINDOWS AND DO [966, 237, 1066, 247]
richardson-address: Broadway. [966, 722, 1009, 733]
trees-3: TREES. [966, 826, 997, 837]
